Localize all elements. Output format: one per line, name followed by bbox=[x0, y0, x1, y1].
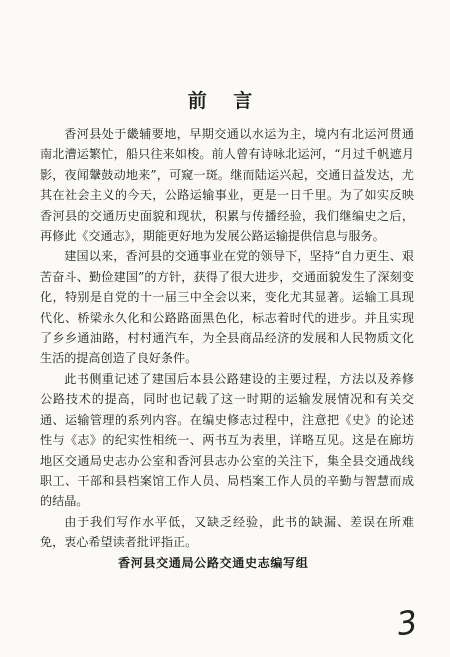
paragraph: 香河县处于畿辅要地，早期交通以水运为主，境内有北运河贯通南北漕运繁忙，船只往来如梭。前人曾有诗咏北运河，“月过千帆遮月影，夜闻鞶鼓动地来”，可窥一斑。继而陆运兴起，交通日益发达，尤其在社会主义的今天，公路运输事业，更是一日千里。为了如实反映香河县的交通历史面貌和现状，积累与传播经验，我们继编史之后，再修此《交通志》，期能更好地为发展公路运输提供信息与服务。 bbox=[40, 127, 414, 244]
paragraph: 建国以来，香河县的交通事业在党的领导下，坚持“自力更生、艰苦奋斗、勤俭建国”的方针，获得了很大进步，交通面貌发生了深刻变化，特别是自党的十一届三中全会以来，变化尤其显著。运输工具现代化、桥梁永久化和公路路面黑色化，标志着时代的进步。并且实现了乡乡通油路，村村通汽车，为全县商品经济的发展和人民物质文化生活的提高创造了良好条件。 bbox=[40, 249, 414, 366]
page-number: 3 bbox=[394, 602, 420, 644]
page-title: 前 言 bbox=[187, 90, 263, 112]
author-signature: 香河县交通局公路交通史志编写组 bbox=[118, 555, 309, 570]
body-text bbox=[40, 124, 414, 573]
paragraph: 由于我们写作水平低，又缺乏经验，此书的缺漏、差误在所难免，衷心希望读者批评指正。 bbox=[40, 514, 414, 550]
paragraph: 此书侧重记述了建国后本县公路建设的主要过程，方法以及养修公路技术的提高，同时也记载了这一时期的运输发展情况和有关交通、运输管理的系列内容。在编史修志过程中，注意把《史》的论述性与《志》的纪实性相统一、两书互为表里，详略互见。这是在廊坊地区交通局史志办公室和香河县志办公室的关注下，集全县交通战线职工、干部和县档案馆工作人员、局档案工作人员的辛勤与智慧而成的结晶。 bbox=[40, 371, 414, 509]
